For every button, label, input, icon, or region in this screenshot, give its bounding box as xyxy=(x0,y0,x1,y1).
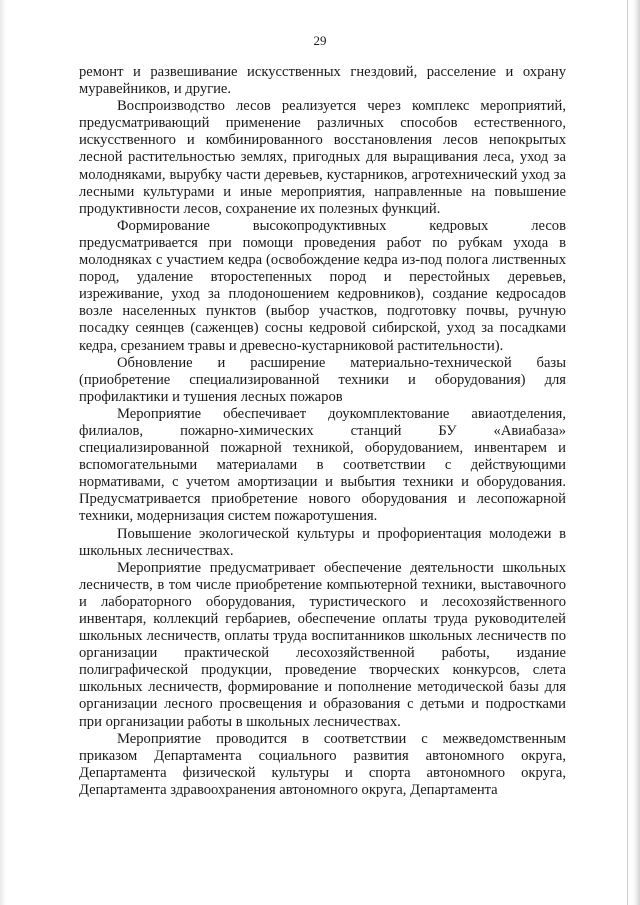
scan-border-line xyxy=(627,0,628,905)
scan-right-edge xyxy=(632,0,640,905)
paragraph-avia-base: Мероприятие обеспечивает доукомплектование авиаотделения, филиалов, пожарно-химических станций БУ «Авиабаза» специализированной пожарной техникой, оборудованием, инвентарем и вспомогательными материалами в соответствии с действующими нормативами, с учетом амортизации и выбытия техники и оборудования. Предусматривается приобретение нового оборудования и лесопожарной техники, модернизация систем пожаротушения. xyxy=(79,405,566,525)
paragraph-school-forestries: Мероприятие предусматривает обеспечение деятельности школьных лесничеств, в том числе приобретение компьютерной техники, выставочного и лабораторного оборудования, туристического и лесохозяйственного инвентаря, коллекций гербариев, обеспечение оплаты труда руководителей школьных лесничеств, оплаты труда воспитанников школьных лесничеств по организации практической лесохозяйственной работы, издание полиграфической продукции, проведение творческих конкурсов, слета школьных лесничеств, формирование и пополнение методической базы для организации лесного просвещения и образования с детьми и подростками при организации работы в школьных лесничествах. xyxy=(79,559,566,730)
paragraph-material-base-heading: Обновление и расширение материально-технической базы (приобретение специализированной техники и оборудования) для профилактики и тушения лесных пожаров xyxy=(79,354,566,405)
scan-left-edge xyxy=(0,0,6,905)
page-number: 29 xyxy=(313,33,327,48)
paragraph-cedar-forests: Формирование высокопродуктивных кедровых лесов предусматривается при помощи проведения работ по рубкам ухода в молодняках с участием кедра (освобождение кедра из-под полога лиственных пород, удаление второстепенных пород и перестойных деревьев, изреживание, уход за плодоношением кедровников), создание кедросадов возле населенных пунктов (выбор участков, подготовку почвы, ручную посадку сеянцев (саженцев) сосны кедровой сибирской, уход за посадками кедра, срезанием травы и древесно-кустарниковой растительности). xyxy=(79,217,566,354)
paragraph-eco-culture-heading: Повышение экологической культуры и профориентация молодежи в школьных лесничествах. xyxy=(79,525,566,559)
paragraph-forest-reproduction: Воспроизводство лесов реализуется через комплекс мероприятий, предусматривающий применение различных способов естественного, искусственного и комбинированного восстановления лесов непокрытых лесной растительностью землях, пригодных для выращивания леса, уход за молодняками, вырубку части деревьев, кустарников, агротехнический уход за лесными культурами и иные мероприятия, направленные на повышение продуктивности лесов, сохранение их полезных функций. xyxy=(79,98,566,217)
paragraph-continuation: ремонт и развешивание искусственных гнездовий, расселение и охрану муравейников, и другие. xyxy=(79,64,566,98)
document-body xyxy=(79,64,566,799)
paragraph-interdepartmental-order: Мероприятие проводится в соответствии с межведомственным приказом Департамента социального развития автономного округа, Департамента физической культуры и спорта автономного округа, Департамента здравоохранения автономного округа, Департамента xyxy=(79,730,566,798)
